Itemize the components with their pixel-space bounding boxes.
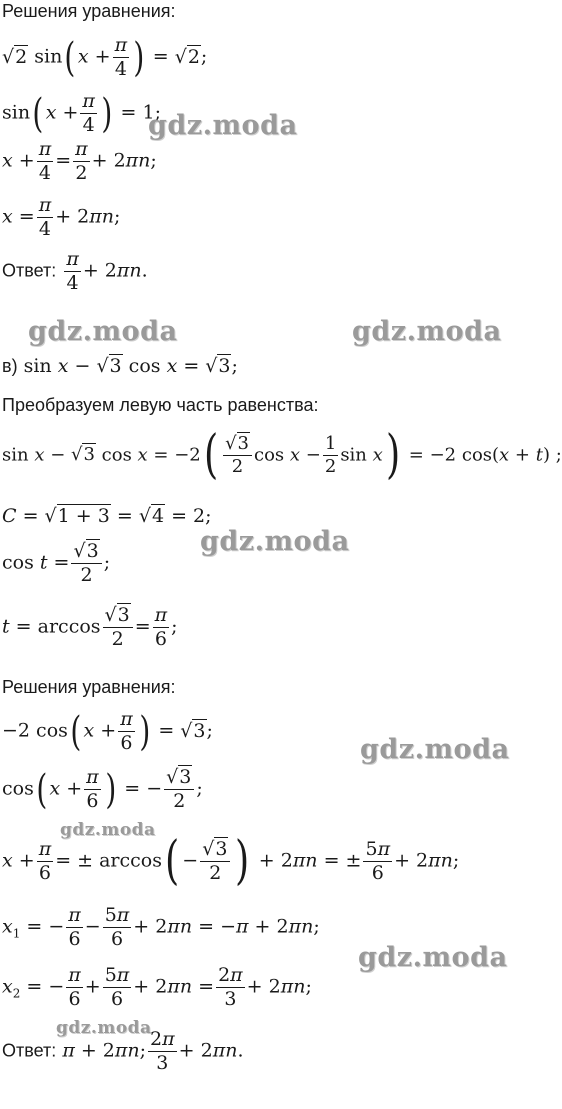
answer-line: Ответ: $\frac{\pi}{4}$ + 2πn. xyxy=(2,248,148,294)
equation-line: sin x − √3 cos x = −2( $\frac{√3}{2}$ cos x − $\frac{1}{2}$ sin x) = −2 cos(x + t) ; xyxy=(2,425,562,485)
equation-line: t = arccos $\frac{√3}{2}$ = $\frac{\pi}{6}$ ; xyxy=(2,604,178,650)
watermark: gdz.moda xyxy=(56,1018,152,1038)
watermark: gdz.moda xyxy=(148,110,298,141)
equation-line: x = $\frac{\pi}{4}$ + 2πn; xyxy=(2,194,121,240)
part-label: в) xyxy=(2,356,18,376)
watermark: gdz.moda xyxy=(60,820,156,840)
equation-line: sin( x + $\frac{\pi}{4}$ ) = 1; xyxy=(2,90,161,137)
watermark: gdz.moda xyxy=(352,316,502,347)
equation-line: $x_1$ = − $\frac{\pi}{6}$ − $\frac{5\pi}{6}$ + 2πn = −π + 2πn; xyxy=(2,904,320,950)
equation-line: C = √1 + 3 = √4 = 2; xyxy=(2,505,212,527)
answer-label: Ответ: xyxy=(2,260,57,281)
equation-line: √2 sin( x + $\frac{\pi}{4}$ ) = √2; xyxy=(2,34,208,81)
equation-line: x + $\frac{\pi}{4}$ = $\frac{\pi}{2}$ + 2πn; xyxy=(2,138,157,184)
equation-line: cos t = $\frac{√3}{2}$ ; xyxy=(2,540,111,586)
answer-label: Ответ: xyxy=(2,1040,57,1061)
equation-line: x + $\frac{\pi}{6}$ = ± arccos( − $\frac{√3}{2}$ ) + 2πn = ± $\frac{5\pi}{6}$ + 2πn; xyxy=(2,831,460,891)
watermark: gdz.moda xyxy=(200,526,350,557)
equation-line: −2 cos( x + $\frac{\pi}{6}$ ) = √3; xyxy=(2,708,213,755)
solutions-heading-1: Решения уравнения: xyxy=(2,1,176,21)
equation-line: в) sin x − √3 cos x = √3; xyxy=(2,355,238,377)
watermark: gdz.moda xyxy=(360,734,510,765)
solutions-heading-2: Решения уравнения: xyxy=(2,677,176,697)
equation-line: cos( x + $\frac{\pi}{6}$ ) = − $\frac{√3}{2}$ ; xyxy=(2,766,203,813)
watermark: gdz.moda xyxy=(28,316,178,347)
answer-line: Ответ: π + 2πn; $\frac{2\pi}{3}$ + 2πn. xyxy=(2,1028,244,1074)
equation-line: $x_2$ = − $\frac{\pi}{6}$ + $\frac{5\pi}{6}$ + 2πn = $\frac{2\pi}{3}$ + 2πn; xyxy=(2,964,312,1010)
watermark: gdz.moda xyxy=(358,942,508,973)
transform-label: Преобразуем левую часть равенства: xyxy=(2,395,319,415)
